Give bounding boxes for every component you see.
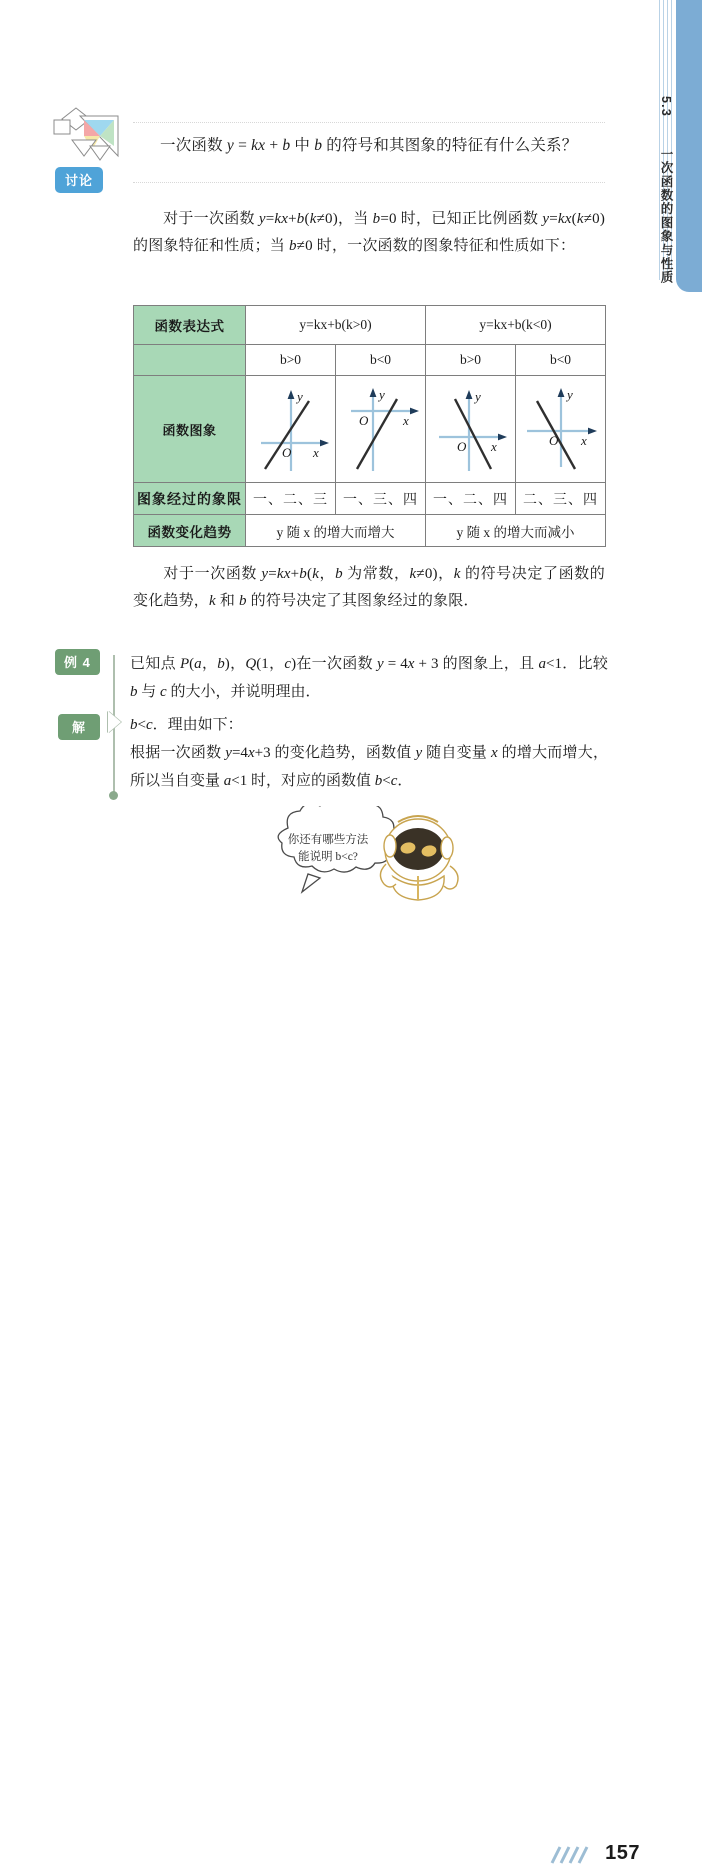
table-cell-graph-4 [516, 376, 606, 483]
speech-bubble-text [280, 832, 376, 866]
table-label-trend: 函数变化趋势 [134, 515, 246, 547]
table-cell-expression-k-pos: y=kx+b(k>0) [246, 306, 426, 345]
svg-text:x: x [580, 433, 587, 448]
example-connector-dot [109, 791, 118, 800]
solution-text: b<c．理由如下： 根据一次函数 y=4x+3 的变化趋势，函数值 y 随自变量 x 的增大而增大，所以当自变量 a<1 时，对应的函数值 b<c． [130, 717, 608, 789]
svg-text:y: y [566, 387, 573, 402]
page-footer [0, 920, 702, 1864]
intro-paragraph: 对于一次函数 y=kx+b(k≠0)，当 b=0 时，已知正比例函数 y=kx(k≠0) 的图象特征和性质；当 b≠0 时，一次函数的图象特征和性质如下： [133, 211, 606, 254]
svg-text:O: O [358, 413, 368, 428]
discussion-question: 一次函数 y = kx + b 中 b 的符号和其图象的特征有什么关系？ [160, 137, 578, 154]
function-properties-table [133, 305, 606, 547]
table-cell-quadrants-4: 二、三、四 [516, 483, 606, 515]
svg-text:y: y [296, 389, 303, 404]
table-cell-bsign-1: b>0 [246, 345, 336, 376]
graph-k-neg-b-pos [426, 376, 515, 482]
solution-arrow-icon [108, 711, 121, 733]
table-cell-expression-k-neg: y=kx+b(k<0) [426, 306, 606, 345]
table-cell-graph-1 [246, 376, 336, 483]
svg-text:x: x [402, 413, 409, 428]
table-cell-quadrants-1: 一、二、三 [246, 483, 336, 515]
side-tab-chapter-number: 5.3 [659, 96, 673, 117]
svg-text:y: y [378, 387, 385, 402]
table-cell-bsign-3: b>0 [426, 345, 516, 376]
side-chapter-tab [656, 0, 702, 300]
table-cell-quadrants-3: 一、二、四 [426, 483, 516, 515]
svg-text:y: y [474, 389, 481, 404]
svg-text:O: O [548, 433, 558, 448]
table-cell-trend-decrease: y 随 x 的增大而减小 [426, 515, 606, 547]
table-label-quadrants: 图象经过的象限 [134, 483, 246, 515]
example-question: 已知点 P(a，b)，Q(1，c)在一次函数 y = 4x + 3 的图象上，且 a<1．比较 b 与 c 的大小，并说明理由． [130, 656, 608, 700]
table-cell-graph-3 [426, 376, 516, 483]
table-row-quadrants [134, 483, 606, 515]
table-label-bsign-empty [134, 345, 246, 376]
mascot-group [258, 806, 488, 916]
svg-text:O: O [281, 445, 291, 460]
table-cell-bsign-4: b<0 [516, 345, 606, 376]
svg-text:x: x [490, 439, 497, 454]
table-label-graph: 函数图象 [134, 376, 246, 483]
solution-badge: 解 [58, 714, 100, 740]
graph-k-neg-b-neg [516, 376, 605, 482]
table-row-trend [134, 515, 606, 547]
bubble-line-1: 你还有哪些方法 [287, 834, 369, 846]
table-cell-quadrants-2: 一、三、四 [336, 483, 426, 515]
table-cell-graph-2 [336, 376, 426, 483]
table-label-expression: 函数表达式 [134, 306, 246, 345]
conclusion-paragraph: 对于一次函数 y=kx+b(k，b 为常数，k≠0)，k 的符号决定了函数的变化趋势，k 和 b 的符号决定了其图象经过的象限． [133, 566, 605, 609]
graph-k-pos-b-pos [246, 376, 335, 482]
table-row-expression [134, 306, 606, 345]
page-number: 157 [605, 1842, 640, 1864]
graph-k-pos-b-neg [336, 376, 425, 482]
table-row-bsign [134, 345, 606, 376]
svg-text:x: x [312, 445, 319, 460]
side-tab-title [656, 96, 676, 284]
side-tab-chapter-title: 一次函数的图象与性质 [659, 147, 673, 285]
discussion-divider-top [133, 122, 605, 123]
table-cell-bsign-2: b<0 [336, 345, 426, 376]
svg-text:O: O [456, 439, 466, 454]
discussion-divider-bottom [133, 182, 605, 183]
table-cell-trend-increase: y 随 x 的增大而增大 [246, 515, 426, 547]
footer-slash-ornament [546, 1845, 592, 1865]
discussion-badge: 讨论 [55, 167, 103, 193]
side-tab-background [676, 0, 702, 292]
table-row-graphs [134, 376, 606, 483]
origami-tangram-icon [50, 106, 126, 166]
example-number-badge: 例 4 [55, 649, 100, 675]
bubble-line-2: 能说明 b<c? [298, 851, 358, 863]
